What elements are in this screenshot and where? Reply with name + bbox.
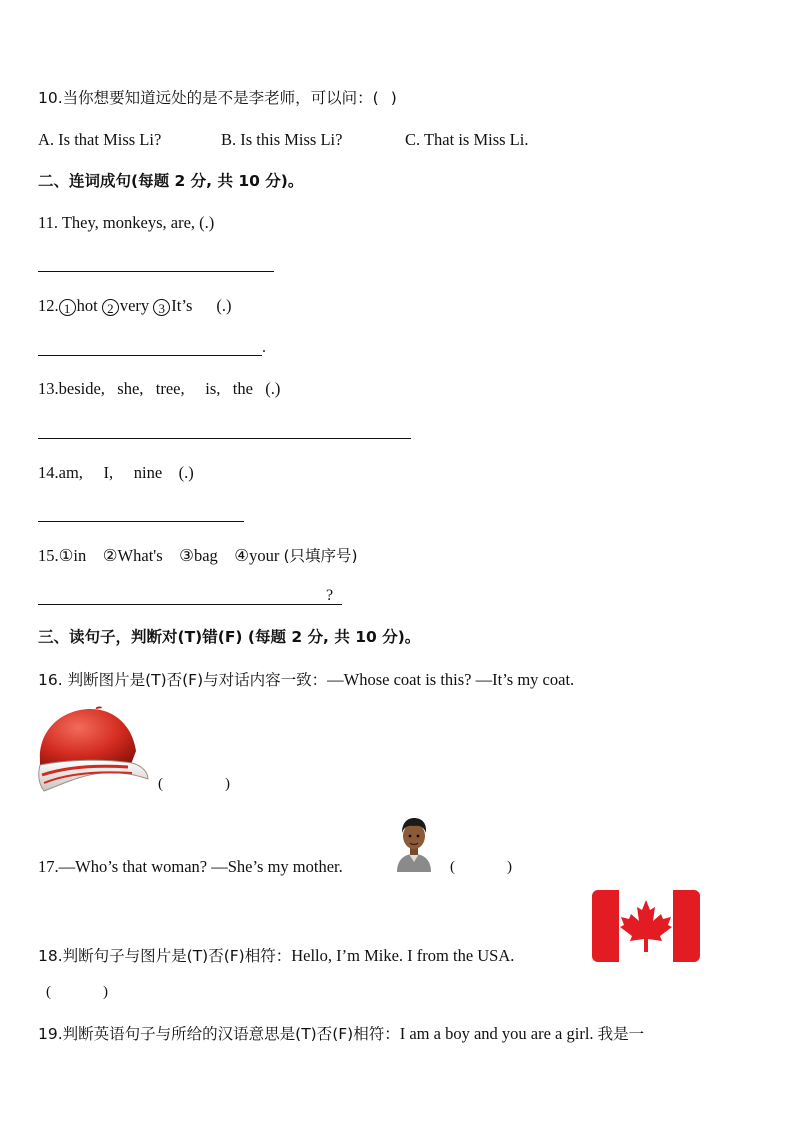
question-19-text — [38, 1024, 644, 1044]
circled-number-3: 3 — [153, 299, 170, 316]
section-2-title: 二、连词成句(每题 2 分, 共 10 分)。 — [38, 172, 304, 190]
red-cap-icon — [36, 705, 152, 793]
question-11-answer-line[interactable] — [38, 271, 274, 272]
question-12-text — [38, 296, 232, 316]
paren-close: ) — [103, 984, 108, 1000]
boy-avatar-icon — [394, 816, 434, 872]
question-12-punct: (.) — [216, 296, 232, 315]
question-16-dialog: —Whose coat is this? —It’s my coat. — [327, 670, 575, 689]
question-15-answer-line[interactable] — [38, 604, 342, 605]
paren-open: ( — [158, 776, 163, 792]
question-16-text — [38, 670, 574, 690]
option-b[interactable]: B. Is this Miss Li? — [221, 130, 343, 149]
question-12-number: 12. — [38, 296, 59, 315]
circled-number-1: 1 — [59, 299, 76, 316]
question-15-note: (只填序号) — [283, 547, 358, 565]
question-10-options — [38, 130, 528, 150]
paren-open: ( — [450, 859, 455, 875]
question-18-text — [38, 946, 514, 966]
question-18-answer-paren[interactable] — [46, 982, 108, 1002]
question-17-text: 17.—Who’s that woman? —She’s my mother. — [38, 857, 343, 876]
option-a[interactable]: A. Is that Miss Li? — [38, 130, 162, 149]
question-18-sentence: Hello, I’m Mike. I from the USA. — [291, 946, 515, 965]
section-3-title: 三、读句子，判断对(T)错(F) (每题 2 分, 共 10 分)。 — [38, 628, 421, 646]
question-15-question-mark: ? — [326, 587, 334, 604]
word-very: very — [119, 296, 150, 315]
circled-number-2: 2 — [102, 299, 119, 316]
question-18-prefix: 18.判断句子与图片是(T)否(F)相符： — [38, 947, 292, 965]
word-hot: hot — [76, 296, 98, 315]
paren-close: ) — [507, 859, 512, 875]
question-19-prefix: 19.判断英语句子与所给的汉语意思是(T)否(F)相符： — [38, 1025, 400, 1043]
word-its: It’s — [171, 296, 193, 315]
question-14-answer-line[interactable] — [38, 521, 244, 522]
canada-flag-icon — [592, 890, 700, 962]
paren-close: ) — [225, 776, 230, 792]
question-11-text: 11. They, monkeys, are, (.) — [38, 213, 215, 232]
paren-open: ( — [46, 984, 51, 1000]
question-14-text: 14.am, I, nine (.) — [38, 463, 194, 482]
question-19-sentence: I am a boy and you are a girl. — [399, 1024, 594, 1043]
option-c[interactable]: C. That is Miss Li. — [405, 130, 529, 149]
question-13-text: 13.beside, she, tree, is, the (.) — [38, 379, 281, 398]
question-15-text — [38, 546, 358, 566]
question-13-answer-line[interactable] — [38, 438, 411, 439]
question-10-text: 10.当你想要知道远处的是不是李老师，可以问：( — [38, 89, 379, 107]
question-10-stem — [38, 88, 397, 108]
question-19-tail: 我是一 — [597, 1025, 645, 1043]
question-12-period: . — [262, 339, 266, 356]
question-16-prefix: 16. 判断图片是(T)否(F)与对话内容一致： — [38, 671, 328, 689]
question-17-answer-paren[interactable] — [450, 857, 512, 877]
question-12-answer-line[interactable] — [38, 355, 262, 356]
question-16-answer-paren[interactable] — [158, 774, 230, 794]
question-10-paren-close: ) — [390, 89, 397, 107]
question-15-words: 15.①in ②What's ③bag ④your — [38, 546, 280, 565]
